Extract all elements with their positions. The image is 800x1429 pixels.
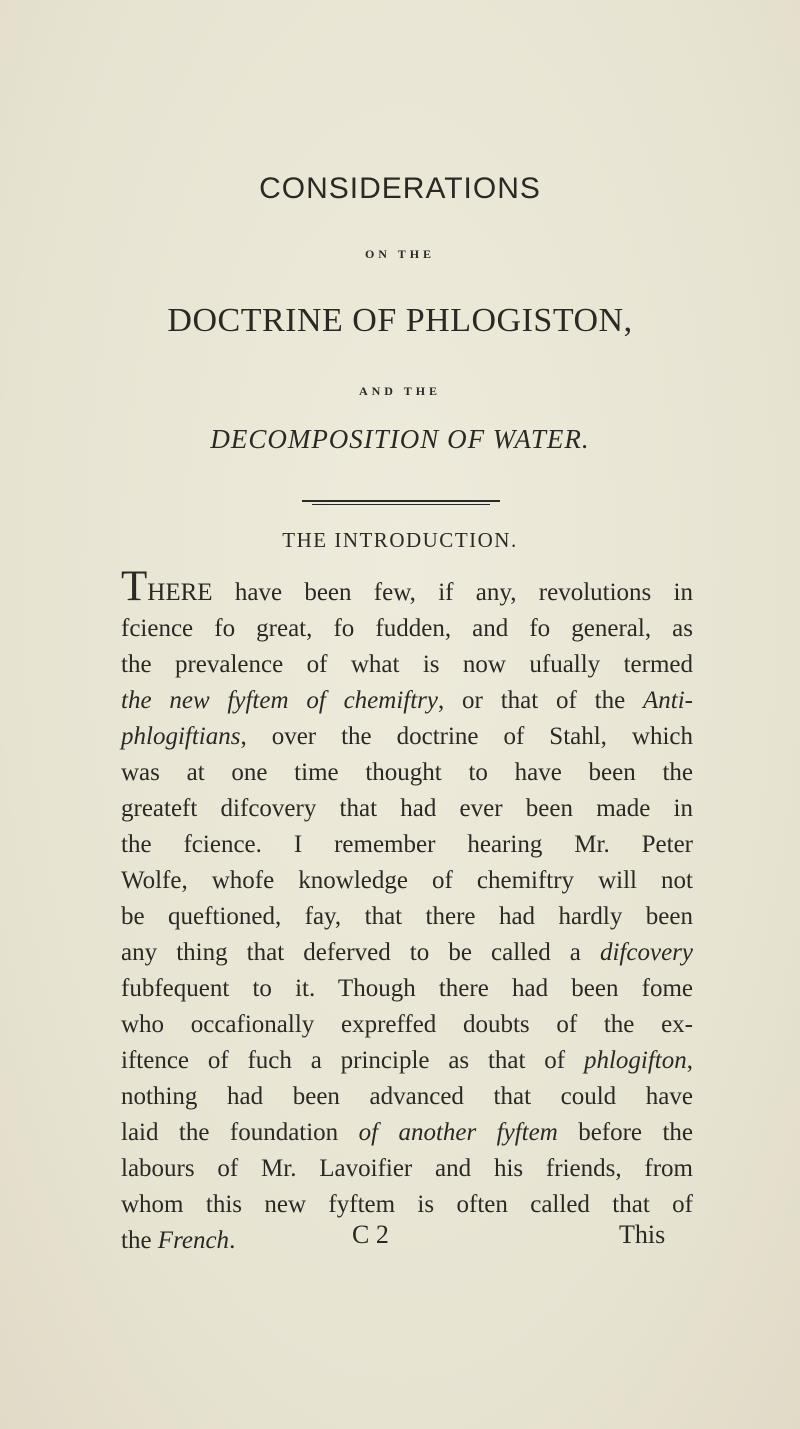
text-line: phlogiftians, over the doctrine of Stahl, which — [121, 723, 693, 750]
text-line: Wolfe, whofe knowledge of chemiftry will not — [121, 867, 693, 894]
title-considerations: CONSIDERATIONS — [259, 172, 541, 205]
drop-cap: T — [121, 563, 148, 610]
title-doctrine: DOCTRINE OF PHLOGISTON, — [167, 302, 633, 339]
text-line: fcience fo great, fo fudden, and fo general, as — [121, 615, 693, 642]
on-the-label: ON THE — [364, 247, 436, 261]
text-line: any thing that deferved to be called a difcovery — [121, 939, 693, 966]
text-line: laid the foundation of another fyftem before the — [121, 1119, 693, 1146]
text-line: the prevalence of what is now ufually termed — [121, 651, 693, 678]
text-line: be queftioned, fay, that there had hardly been — [121, 903, 693, 930]
text-line: was at one time thought to have been the — [121, 759, 693, 786]
text-line: greateft difcovery that had ever been made in — [121, 795, 693, 822]
and-the-label: AND THE — [358, 384, 442, 398]
text-line: the new fyftem of chemiftry, or that of the Anti- — [121, 687, 693, 714]
signature-mark: C 2 — [352, 1220, 389, 1249]
text-line: fubfequent to it. Though there had been fome — [121, 975, 693, 1002]
section-heading: THE INTRODUCTION. — [282, 528, 518, 552]
text-line: the fcience. I remember hearing Mr. Peter — [121, 831, 693, 858]
text-line: nothing had been advanced that could have — [121, 1083, 693, 1110]
text-line: iftence of fuch a principle as that of phlogifton, — [121, 1047, 693, 1074]
text-line: whom this new fyftem is often called that of — [121, 1191, 693, 1218]
page-footer — [0, 1220, 800, 1260]
ornamental-rule — [302, 500, 500, 506]
catchword: This — [619, 1220, 666, 1249]
text-line: who occafionally expreffed doubts of the ex- — [121, 1011, 693, 1038]
title-decomposition: DECOMPOSITION OF WATER. — [210, 424, 590, 454]
text-line: labours of Mr. Lavoifier and his friends, from — [121, 1155, 693, 1182]
text-line: THERE have been few, if any, revolutions in — [121, 563, 693, 610]
text-line: the French. — [121, 1227, 236, 1254]
body-text — [121, 563, 693, 1259]
